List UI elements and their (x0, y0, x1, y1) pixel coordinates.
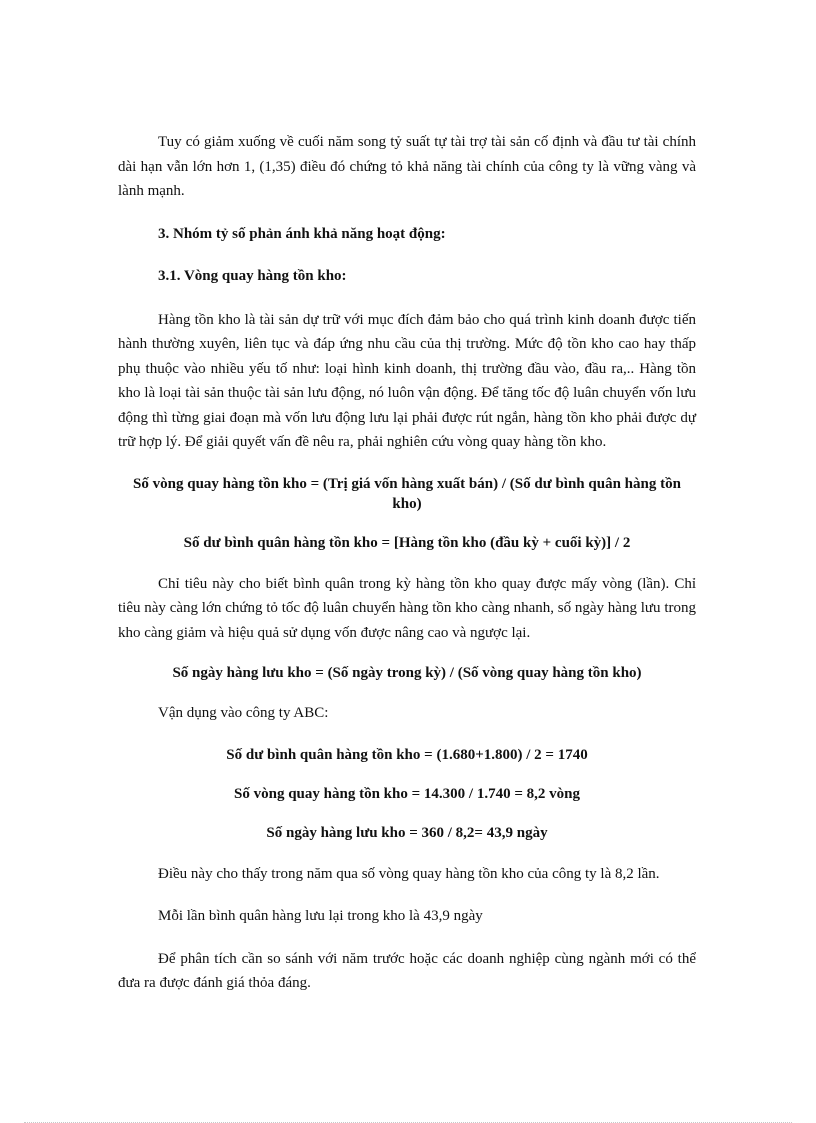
paragraph-turnover-result: Điều này cho thấy trong năm qua số vòng quay hàng tồn kho của công ty là 8,2 lần. (158, 865, 660, 882)
paragraph-financing-ratio: Tuy có giảm xuống về cuối năm song tỷ suất tự tài trợ tài sản cố định và đầu tư tài chính dài hạn vẫn lớn hơn 1, (1,35) điều đó chứng tỏ khả năng tài chính của công ty là vững vàng và lành mạnh. (118, 134, 696, 199)
paragraph-comparison-note: Để phân tích cần so sánh với năm trước hoặc các doanh nghiệp cùng ngành mới có thể đưa ra được đánh giá thỏa đáng. (118, 950, 696, 991)
subsection-heading-inventory-turnover: 3.1. Vòng quay hàng tồn kho: (158, 268, 347, 284)
paragraph-inventory-description: Hàng tồn kho là tài sản dự trữ với mục đích đảm bảo cho quá trình kinh doanh được tiến hành thường xuyên, liên tục và đáp ứng nhu cầu của thị trường. Mức độ tồn kho cao hay thấp phụ thuộc vào nhiều yếu tố như: loại hình kinh doanh, thị trường đầu vào, đầu ra,.. Hàng tồn kho là loại tài sản thuộc tài sản lưu động, nó luôn vận động. Để tăng tốc độ luân chuyển vốn lưu động thì từng giai đoạn mà vốn lưu động lưu lại phải được rút ngắn, hàng tồn kho phải được dự trữ hợp lý. Để giải quyết vấn đề nêu ra, phải nghiên cứu vòng quay hàng tồn kho. (118, 311, 696, 450)
formula-inventory-turnover: Số vòng quay hàng tồn kho = (Trị giá vốn hàng xuất bán) / (Số dư bình quân hàng tồn kho) (133, 475, 681, 512)
calculation-days-in-inventory: Số ngày hàng lưu kho = 360 / 8,2= 43,9 ngày (266, 824, 548, 841)
formula-days-in-inventory: Số ngày hàng lưu kho = (Số ngày trong kỳ) / (Số vòng quay hàng tồn kho) (172, 665, 642, 681)
formula-average-inventory: Số dư bình quân hàng tồn kho = [Hàng tồn kho (đầu kỳ + cuối kỳ)] / 2 (183, 534, 631, 551)
paragraph-apply-company: Vận dụng vào công ty ABC: (158, 705, 329, 721)
section-heading-activity-ratios: 3. Nhóm tỷ số phản ánh khả năng hoạt động: (158, 225, 446, 242)
calculation-inventory-turnover: Số vòng quay hàng tồn kho = 14.300 / 1.740 = 8,2 vòng (234, 785, 580, 802)
paragraph-days-result: Mỗi lần bình quân hàng lưu lại trong kho là 43,9 ngày (158, 908, 483, 924)
calculation-average-inventory: Số dư bình quân hàng tồn kho = (1.680+1.800) / 2 = 1740 (226, 746, 588, 763)
document-body (118, 130, 696, 996)
paragraph-indicator-explanation: Chỉ tiêu này cho biết bình quân trong kỳ hàng tồn kho quay được mấy vòng (lần). Chỉ tiêu này càng lớn chứng tỏ tốc độ luân chuyển hàng tồn kho càng nhanh, số ngày hàng lưu trong kho càng giảm và hiệu quả sử dụng vốn được nâng cao và ngược lại. (118, 575, 696, 641)
